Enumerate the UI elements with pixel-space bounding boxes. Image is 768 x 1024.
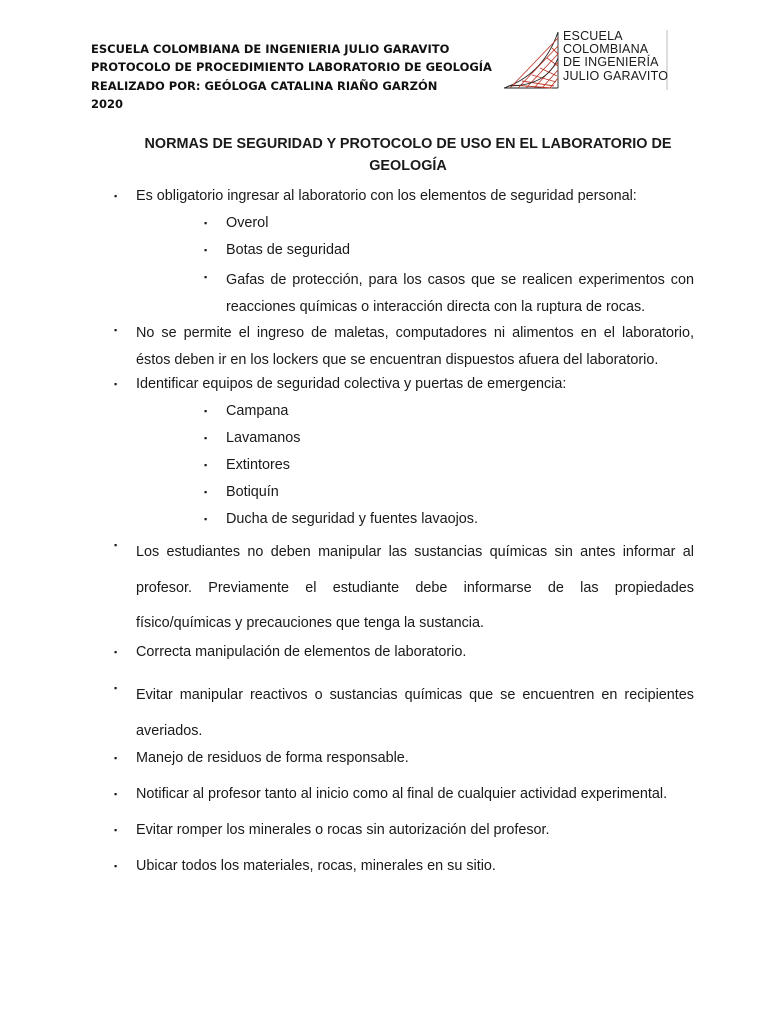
list-item: Es obligatorio ingresar al laboratorio con los elementos de seguridad personal: bbox=[136, 188, 637, 204]
list-item: Correcta manipulación de elementos de laboratorio. bbox=[136, 644, 467, 660]
list-item: Overol bbox=[226, 215, 269, 231]
bullet-icon: ▪ bbox=[204, 487, 208, 497]
bullet-icon: ▪ bbox=[204, 460, 208, 470]
list-item: Notificar al profesor tanto al inicio como al final de cualquier actividad experimental. bbox=[136, 786, 668, 802]
logo-line-3: DE INGENIERÍA bbox=[563, 55, 659, 70]
document-header bbox=[91, 40, 492, 113]
header-protocol: PROTOCOLO DE PROCEDIMIENTO LABORATORIO DE GEOLOGÍA bbox=[91, 60, 492, 75]
logo-line-1: ESCUELA bbox=[563, 29, 623, 43]
title-line-2: GEOLOGÍA bbox=[369, 158, 447, 174]
list-item: Campana bbox=[226, 403, 289, 419]
list-item: Extintores bbox=[226, 457, 290, 473]
bullet-icon: ▪ bbox=[114, 540, 118, 550]
bullet-icon: ▪ bbox=[114, 191, 118, 201]
bullet-icon: ▪ bbox=[114, 753, 118, 763]
logo-wordmark bbox=[563, 30, 673, 83]
list-item: Identificar equipos de seguridad colectiva y puertas de emergencia: bbox=[136, 376, 567, 392]
bullet-icon: ▪ bbox=[114, 647, 118, 657]
bullet-icon: ▪ bbox=[114, 789, 118, 799]
list-item: Botas de seguridad bbox=[226, 242, 351, 258]
document-title bbox=[108, 133, 708, 177]
list-item: Evitar manipular reactivos o sustancias químicas que se encuentren en recipientes averiados. bbox=[136, 687, 694, 739]
bullet-icon: ▪ bbox=[204, 218, 208, 228]
list-item: Ubicar todos los materiales, rocas, minerales en su sitio. bbox=[136, 858, 496, 874]
bullet-icon: ▪ bbox=[204, 245, 208, 255]
bullet-icon: ▪ bbox=[114, 379, 118, 389]
list-item: Evitar romper los minerales o rocas sin autorización del profesor. bbox=[136, 822, 550, 838]
bullet-icon: ▪ bbox=[114, 683, 118, 693]
list-item: Gafas de protección, para los casos que se realicen experimentos con reacciones químicas o interacción directa con la ruptura de rocas. bbox=[226, 272, 694, 315]
bullet-icon: ▪ bbox=[204, 433, 208, 443]
logo-line-2: COLOMBIANA bbox=[563, 42, 649, 57]
header-year: 2020 bbox=[91, 96, 124, 111]
bullet-icon: ▪ bbox=[114, 861, 118, 871]
bullet-icon: ▪ bbox=[204, 406, 208, 416]
header-institution: ESCUELA COLOMBIANA DE INGENIERIA JULIO GARAVITO bbox=[91, 42, 450, 56]
header-author: REALIZADO POR: GEÓLOGA CATALINA RIAÑO GARZÓN bbox=[91, 78, 438, 93]
bullet-icon: ▪ bbox=[204, 272, 208, 282]
list-item: No se permite el ingreso de maletas, computadores ni alimentos en el laboratorio, éstos deben ir en los lockers que se encuentran dispuestos afuera del laboratorio. bbox=[136, 325, 694, 368]
list-item: Los estudiantes no deben manipular las sustancias químicas sin antes informar al profesor. Previamente el estudiante debe informarse de las propiedades físico/químicas y precauciones que tenga la sustancia. bbox=[136, 544, 694, 631]
list-item: Ducha de seguridad y fuentes lavaojos. bbox=[226, 511, 478, 527]
list-item: Lavamanos bbox=[226, 430, 301, 446]
title-line-1: NORMAS DE SEGURIDAD Y PROTOCOLO DE USO EN EL LABORATORIO DE bbox=[144, 136, 672, 152]
bullet-icon: ▪ bbox=[114, 825, 118, 835]
list-item: Botiquín bbox=[226, 484, 279, 500]
logo-line-4: JULIO GARAVITO bbox=[563, 68, 669, 83]
bullet-icon: ▪ bbox=[204, 514, 208, 524]
bullet-icon: ▪ bbox=[114, 325, 118, 335]
list-item: Manejo de residuos de forma responsable. bbox=[136, 750, 409, 766]
